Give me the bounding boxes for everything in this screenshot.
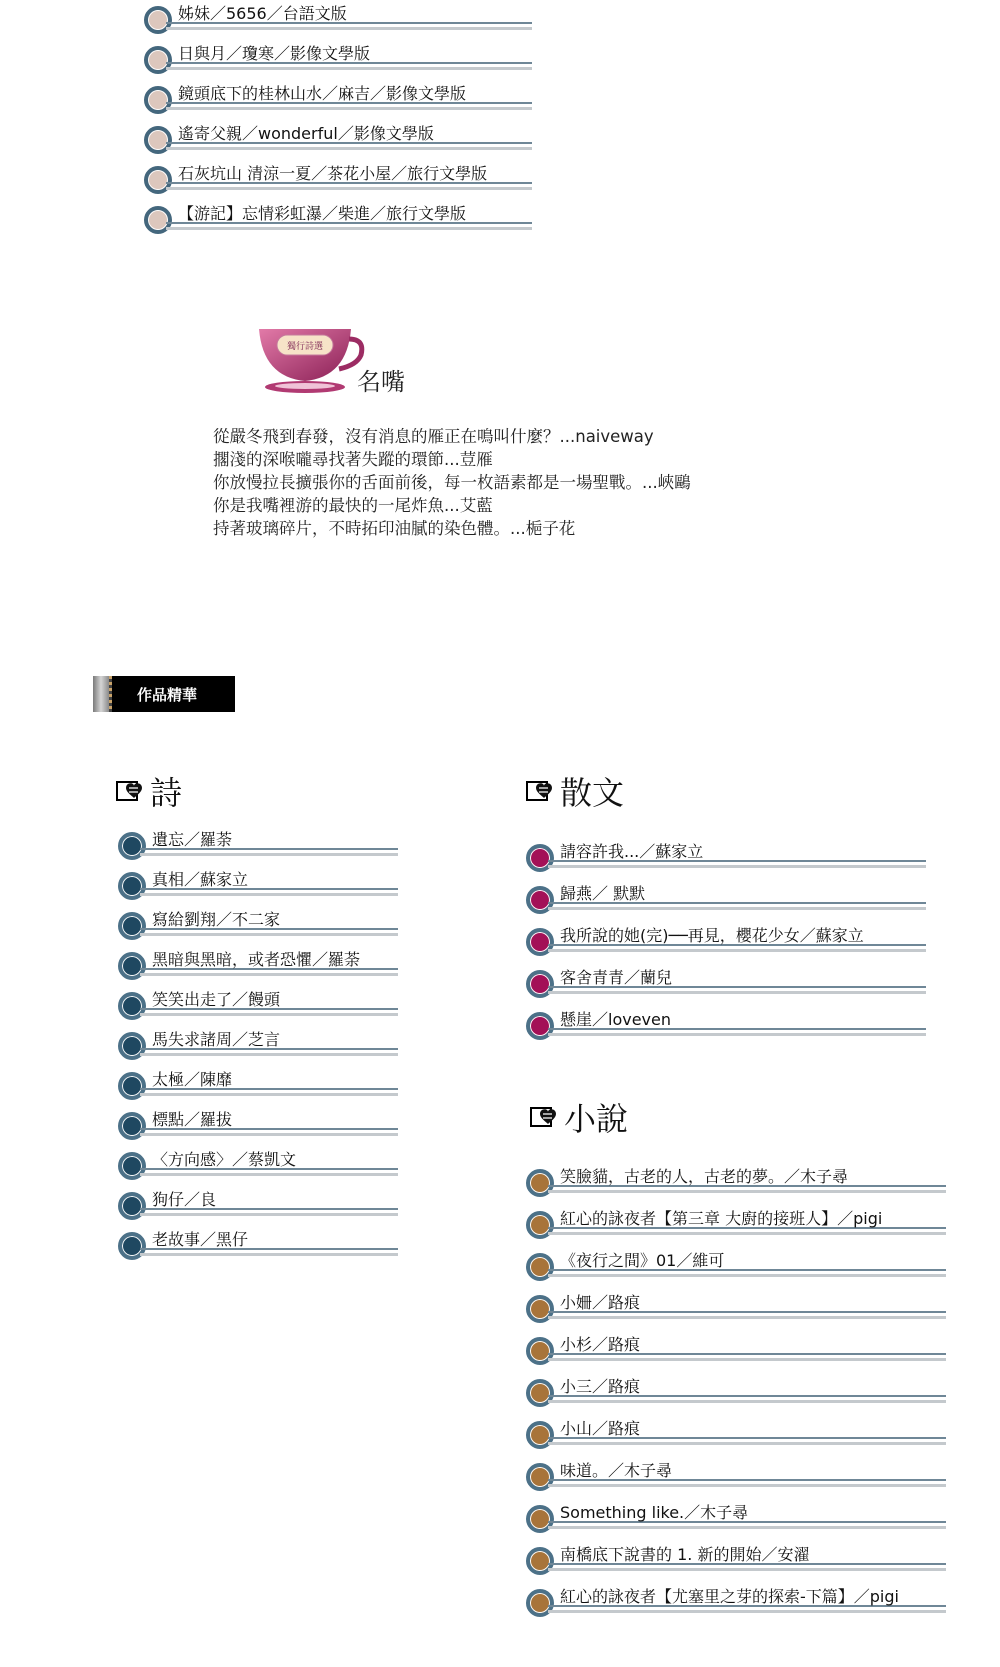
underline-shadow [166, 27, 532, 30]
poem-item-label[interactable]: 寫給劉翔／不二家 [152, 910, 281, 929]
underline-shadow [140, 1253, 398, 1256]
novel-item-label[interactable]: 南橋底下說書的 1. 新的開始／安濯 [560, 1545, 810, 1564]
novel-item[interactable] [526, 1331, 946, 1365]
underline-shadow [548, 1484, 946, 1487]
underline-shadow [548, 865, 926, 868]
underline-shadow [140, 1053, 398, 1056]
quote-line: 擱淺的深喉嚨尋找著失蹤的環節...荳雁 [213, 450, 493, 469]
quote-line: 你是我嘴裡游的最快的一尾炸魚...艾藍 [213, 496, 493, 515]
prose-item-label[interactable]: 歸燕／ 默默 [560, 884, 646, 903]
quotes-block [213, 425, 691, 540]
underline-shadow [140, 893, 398, 896]
prose-item[interactable] [526, 838, 926, 872]
underline-shadow [166, 67, 532, 70]
underline-shadow [548, 1400, 946, 1403]
top-link-label[interactable]: 【游記】忘情彩虹瀑／柴進／旅行文學版 [178, 204, 467, 223]
underline-shadow [548, 1232, 946, 1235]
poem-item[interactable] [118, 1026, 398, 1060]
novel-item[interactable] [526, 1289, 946, 1323]
novel-item[interactable] [526, 1541, 946, 1575]
underline-shadow [166, 147, 532, 150]
top-link-label[interactable]: 鏡頭底下的桂林山水／麻吉／影像文學版 [178, 84, 467, 103]
quote-line: 從嚴冬飛到春發，沒有消息的雁正在鳴叫什麼？...naiveway [213, 427, 654, 446]
poem-item[interactable] [118, 826, 398, 860]
underline-shadow [140, 853, 398, 856]
prose-item-label[interactable]: 我所說的她(完)──再見，櫻花少女／蘇家立 [560, 926, 864, 945]
poem-item[interactable] [118, 1186, 398, 1220]
underline-shadow [166, 187, 532, 190]
underline-shadow [166, 107, 532, 110]
top-link-item[interactable] [144, 40, 532, 74]
featured-works-banner [93, 676, 235, 712]
underline-shadow [140, 1173, 398, 1176]
poem-item[interactable] [118, 1226, 398, 1260]
novel-item-label[interactable]: Something like.／木子尋 [560, 1503, 749, 1522]
novel-item-label[interactable]: 小山／路痕 [560, 1419, 641, 1438]
poem-item-label[interactable]: 黑暗與黑暗，或者恐懼／羅荼 [152, 950, 361, 969]
novel-title: 小說 [564, 1100, 629, 1138]
poem-item[interactable] [118, 906, 398, 940]
underline-shadow [548, 949, 926, 952]
novel-item[interactable] [526, 1583, 946, 1617]
heart-book-icon [116, 778, 144, 804]
novel-item-label[interactable]: 笑臉貓，古老的人，古老的夢。／木子尋 [560, 1167, 849, 1186]
underline-shadow [140, 1133, 398, 1136]
novel-item[interactable] [526, 1163, 946, 1197]
poem-item[interactable] [118, 866, 398, 900]
top-link-label[interactable]: 姊妹／5656／台語文版 [178, 4, 347, 23]
quote-line: 持著玻璃碎片，不時拓印油膩的染色體。...梔子花 [213, 519, 576, 538]
novel-item[interactable] [526, 1457, 946, 1491]
novel-item-label[interactable]: 紅心的詠夜者【第三章 大廚的接班人】／pigi [560, 1209, 883, 1228]
cup-label: 獨行詩選 [286, 342, 324, 352]
underline-shadow [548, 1274, 946, 1277]
top-link-label[interactable]: 遙寄父親／wonderful／影像文學版 [178, 124, 434, 143]
book-binding-icon [109, 676, 112, 712]
teacup-logo [255, 325, 365, 395]
novel-item[interactable] [526, 1499, 946, 1533]
heart-book-icon [530, 1104, 558, 1130]
poem-title: 詩 [150, 774, 183, 812]
prose-item[interactable] [526, 1006, 926, 1040]
prose-item-label[interactable]: 懸崖／loveven [560, 1010, 672, 1029]
prose-item-label[interactable]: 請容許我...／蘇家立 [560, 842, 704, 861]
novel-item[interactable] [526, 1373, 946, 1407]
novel-section-title [530, 1094, 628, 1140]
poem-item-label[interactable]: 標點／羅拔 [152, 1110, 233, 1129]
underline-shadow [140, 933, 398, 936]
poem-item-label[interactable]: 狗仔／良 [152, 1190, 217, 1209]
novel-item-label[interactable]: 小三／路痕 [560, 1377, 641, 1396]
prose-item[interactable] [526, 880, 926, 914]
poem-item-label[interactable]: 真相／蘇家立 [152, 870, 249, 889]
underline-shadow [140, 1013, 398, 1016]
underline-shadow [166, 227, 532, 230]
top-link-item[interactable] [144, 80, 532, 114]
top-link-label[interactable]: 石灰坑山 清涼一夏／茶花小屋／旅行文學版 [178, 164, 488, 183]
teacup-icon [255, 325, 365, 395]
novel-item-label[interactable]: 紅心的詠夜者【尤塞里之芽的探索-下篇】／pigi [560, 1587, 899, 1606]
top-link-item[interactable] [144, 200, 532, 234]
top-link-label[interactable]: 日與月／瓊寒／影像文學版 [178, 44, 371, 63]
underline-shadow [548, 1033, 926, 1036]
top-link-item[interactable] [144, 120, 532, 154]
underline-shadow [548, 1568, 946, 1571]
heart-book-icon [526, 778, 554, 804]
novel-item-label[interactable]: 《夜行之間》01／維可 [560, 1251, 725, 1270]
poem-item-label[interactable]: 笑笑出走了／饅頭 [152, 990, 281, 1009]
underline-shadow [548, 1526, 946, 1529]
underline-shadow [548, 1610, 946, 1613]
underline-shadow [548, 1316, 946, 1319]
underline-shadow [140, 973, 398, 976]
banner-label: 作品精華 [137, 686, 198, 704]
poem-item-label[interactable]: 太極／陳靡 [152, 1070, 233, 1089]
top-link-item[interactable] [144, 0, 532, 34]
novel-item-label[interactable]: 小姍／路痕 [560, 1293, 641, 1312]
prose-item-label[interactable]: 客舍青青／蘭兒 [560, 968, 673, 987]
prose-section-title [526, 768, 624, 814]
poem-item-label[interactable]: 遺忘／羅荼 [152, 830, 233, 849]
poem-section-title [116, 768, 182, 814]
novel-item[interactable] [526, 1247, 946, 1281]
prose-title: 散文 [560, 774, 625, 812]
prose-item[interactable] [526, 922, 926, 956]
poem-item-label[interactable]: 老故事／黑仔 [152, 1230, 249, 1249]
novel-item-label[interactable]: 小杉／路痕 [560, 1335, 641, 1354]
book-spine-icon [93, 676, 109, 712]
underline-shadow [548, 991, 926, 994]
novel-item[interactable] [526, 1415, 946, 1449]
novel-item-label[interactable]: 味道。／木子尋 [560, 1461, 673, 1480]
underline-shadow [548, 1442, 946, 1445]
poem-item[interactable] [118, 1146, 398, 1180]
underline-shadow [140, 1213, 398, 1216]
poem-item-label[interactable]: 馬失求諸周／芝言 [152, 1030, 281, 1049]
quote-line: 你放慢拉長擴張你的舌面前後，每一枚語素都是一場聖戰。...峽鷗 [213, 473, 691, 492]
poem-item[interactable] [118, 1106, 398, 1140]
poem-item[interactable] [118, 946, 398, 980]
top-link-item[interactable] [144, 160, 532, 194]
underline-shadow [548, 1190, 946, 1193]
underline-shadow [140, 1093, 398, 1096]
poem-item[interactable] [118, 1066, 398, 1100]
prose-item[interactable] [526, 964, 926, 998]
novel-item[interactable] [526, 1205, 946, 1239]
underline-shadow [548, 1358, 946, 1361]
section-title: 名嘴 [357, 368, 405, 396]
underline-shadow [548, 907, 926, 910]
poem-item[interactable] [118, 986, 398, 1020]
poem-item-label[interactable]: 〈方向感〉／蔡凱文 [152, 1150, 297, 1169]
